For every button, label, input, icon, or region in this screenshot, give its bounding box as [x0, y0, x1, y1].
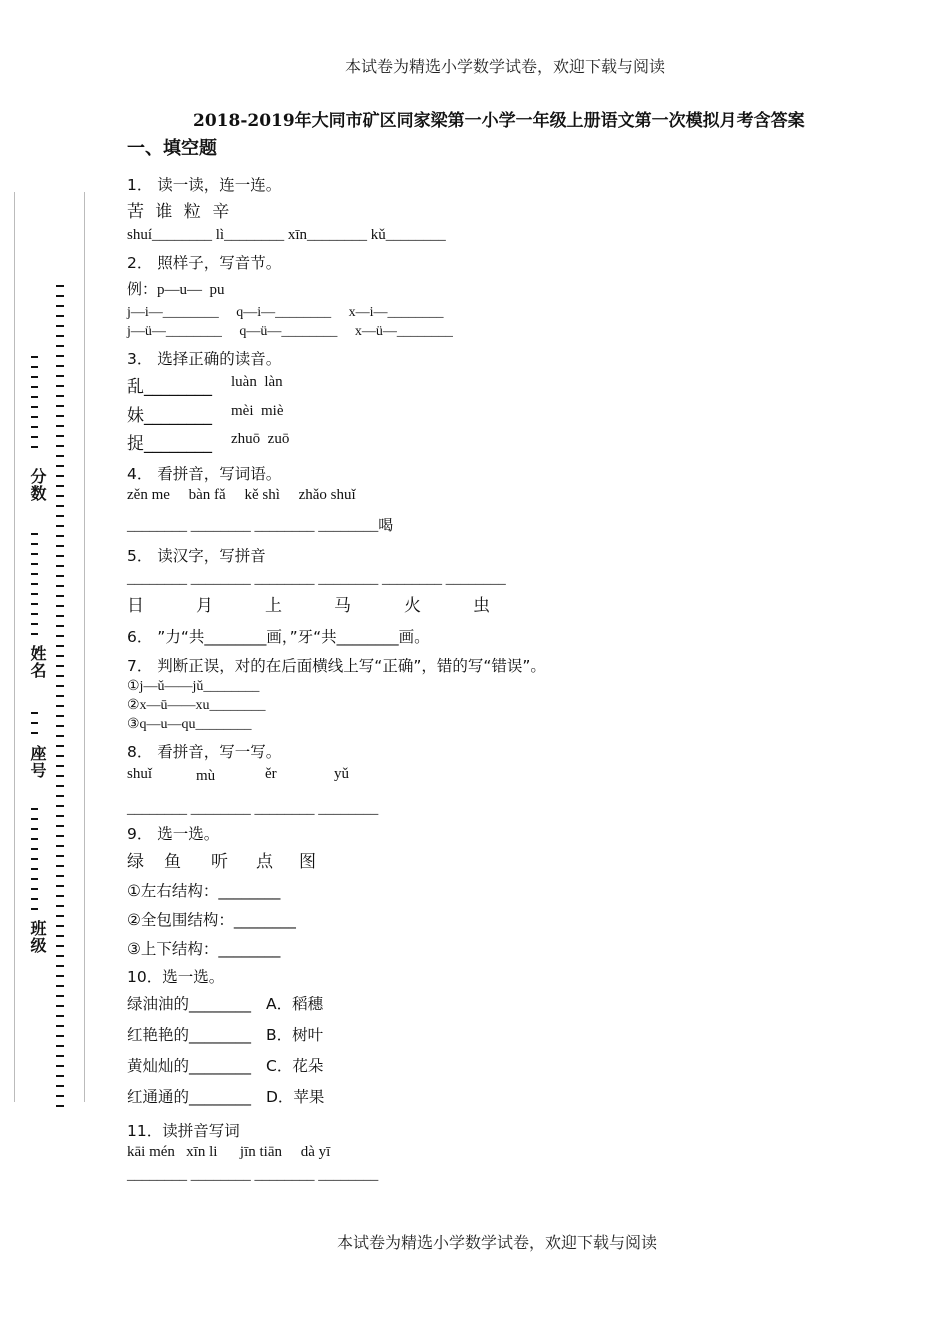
q10-item-right: C．花朵 — [266, 1057, 324, 1075]
q8-blanks: ________ ________ ________ ________ — [127, 801, 379, 817]
page-footer: 本试卷为精选小学数学试卷，欢迎下载与阅读 — [337, 1233, 658, 1252]
binding-dash — [56, 505, 64, 507]
q1-prompt: 1． 读一读，连一连。 — [127, 176, 282, 194]
q1-chars: 苦 谁 粒 辛 — [127, 202, 233, 222]
binding-dash — [56, 695, 64, 697]
binding-dash — [56, 575, 64, 577]
binding-dash — [31, 573, 38, 575]
binding-dash — [56, 765, 64, 767]
binding-dash — [56, 745, 64, 747]
q4-prompt: 4． 看拼音，写词语。 — [127, 465, 282, 483]
binding-dash — [56, 335, 64, 337]
binding-dash — [56, 835, 64, 837]
binding-dash — [56, 475, 64, 477]
binding-dash — [56, 965, 64, 967]
binding-dash — [31, 563, 38, 565]
binding-dash — [31, 848, 38, 850]
q8-prompt: 8． 看拼音，写一写。 — [127, 743, 282, 761]
binding-dash — [56, 1025, 64, 1027]
binding-dash — [56, 985, 64, 987]
binding-dash — [31, 553, 38, 555]
binding-dash — [31, 543, 38, 545]
binding-dash — [31, 396, 38, 398]
side-label-score: 分数 — [28, 468, 47, 502]
q2-row2: j—ü—________ q—ü—________ x—ü—________ — [127, 324, 453, 339]
q1-pinyin: shuí________ lì________ xīn________ kǔ________ — [127, 227, 446, 243]
q3-row-opts: mèi miè — [231, 403, 284, 419]
binding-dash — [56, 565, 64, 567]
q10-item-left: 红通通的________ — [127, 1088, 252, 1106]
binding-dash — [56, 425, 64, 427]
binding-dash — [56, 595, 64, 597]
side-label-name: 姓名 — [28, 645, 47, 679]
binding-dash — [56, 1055, 64, 1057]
q5-blanks: ________ ________ ________ ________ ________ ________ — [127, 571, 506, 587]
binding-dash — [56, 625, 64, 627]
binding-dash — [31, 426, 38, 428]
binding-dash — [56, 805, 64, 807]
binding-dash — [31, 888, 38, 890]
binding-line-right — [84, 192, 85, 1102]
binding-dash — [56, 1015, 64, 1017]
q7-item: ②x—ū——xu________ — [127, 698, 266, 713]
q7-item: ③q—u—qu________ — [127, 717, 252, 732]
q8-pinyin: mù — [196, 768, 216, 784]
binding-dash — [56, 415, 64, 417]
binding-dash — [56, 1105, 64, 1107]
binding-dash — [56, 365, 64, 367]
q11-pinyin: kāi mén xīn li jīn tiān dà yī — [127, 1144, 331, 1160]
binding-dash — [56, 585, 64, 587]
q9-char: 鱼 — [164, 852, 181, 872]
binding-dash — [31, 533, 38, 535]
binding-dash — [56, 895, 64, 897]
binding-dash — [56, 555, 64, 557]
q10-item-right: D．苹果 — [266, 1088, 325, 1106]
binding-dash — [31, 878, 38, 880]
binding-dash — [56, 865, 64, 867]
binding-dash — [56, 1045, 64, 1047]
binding-dash — [56, 345, 64, 347]
binding-dash — [56, 1095, 64, 1097]
binding-dash — [56, 405, 64, 407]
binding-dash — [56, 295, 64, 297]
binding-dash — [31, 722, 38, 724]
q8-pinyin: yǔ — [334, 766, 349, 782]
binding-dash — [56, 1065, 64, 1067]
q9-item: ②全包围结构：________ — [127, 911, 296, 929]
q9-prompt: 9． 选一选。 — [127, 825, 220, 843]
binding-dash — [56, 715, 64, 717]
binding-dash — [56, 285, 64, 287]
binding-dash — [56, 815, 64, 817]
binding-dash — [56, 955, 64, 957]
binding-dash — [56, 995, 64, 997]
binding-dash — [31, 898, 38, 900]
q2-row1: j—i—________ q—i—________ x—i—________ — [127, 305, 444, 320]
q5-char: 上 — [265, 596, 282, 616]
binding-dash — [31, 436, 38, 438]
binding-dash — [56, 495, 64, 497]
binding-dash — [56, 445, 64, 447]
binding-dash — [56, 885, 64, 887]
binding-dash — [31, 808, 38, 810]
binding-dash — [31, 386, 38, 388]
binding-dash — [56, 385, 64, 387]
binding-dash — [56, 755, 64, 757]
binding-dash — [56, 485, 64, 487]
binding-dash — [56, 465, 64, 467]
binding-dash — [56, 535, 64, 537]
q8-pinyin: shuǐ — [127, 766, 153, 782]
binding-dash — [56, 545, 64, 547]
q6-prompt: 6． ”力“共________画，”牙“共________画。 — [127, 628, 430, 646]
binding-dash — [56, 605, 64, 607]
binding-dash — [31, 593, 38, 595]
binding-dash — [56, 305, 64, 307]
binding-dash — [56, 785, 64, 787]
binding-dash — [31, 416, 38, 418]
binding-dash — [31, 838, 38, 840]
binding-dash — [31, 446, 38, 448]
binding-dash — [56, 455, 64, 457]
q4-pinyin: zěn me bàn fǎ kě shì zhǎo shuǐ — [127, 487, 356, 503]
binding-dash — [56, 395, 64, 397]
q4-blanks: ________ ________ ________ ________喝 — [127, 518, 394, 534]
q10-prompt: 10．选一选。 — [127, 968, 225, 986]
q10-item-left: 黄灿灿的________ — [127, 1057, 252, 1075]
binding-dash — [56, 875, 64, 877]
q8-pinyin: ěr — [265, 766, 277, 782]
binding-dash — [56, 725, 64, 727]
binding-dash — [56, 935, 64, 937]
binding-dash — [56, 915, 64, 917]
binding-dash — [56, 635, 64, 637]
binding-dash — [56, 665, 64, 667]
q10-item-right: B．树叶 — [266, 1026, 324, 1044]
q10-item-left: 红艳艳的________ — [127, 1026, 252, 1044]
binding-dash — [31, 603, 38, 605]
binding-dash — [56, 1075, 64, 1077]
section-heading: 一、填空题 — [127, 138, 217, 159]
q5-prompt: 5． 读汉字，写拼音 — [127, 547, 266, 565]
binding-dash — [56, 705, 64, 707]
binding-dash — [56, 975, 64, 977]
q10-item-right: A．稻穗 — [266, 995, 324, 1013]
binding-dash — [56, 795, 64, 797]
binding-dash — [31, 828, 38, 830]
binding-dash — [56, 685, 64, 687]
q11-blanks: ________ ________ ________ ________ — [127, 1167, 379, 1183]
q11-prompt: 11．读拼音写词 — [127, 1122, 240, 1140]
q9-char: 听 — [211, 852, 228, 872]
binding-dash — [56, 925, 64, 927]
q5-char: 日 — [127, 596, 144, 616]
binding-dash — [56, 1035, 64, 1037]
binding-dash — [31, 868, 38, 870]
q5-char: 虫 — [473, 596, 490, 616]
q9-char: 图 — [299, 852, 316, 872]
binding-dash — [56, 845, 64, 847]
binding-dash — [31, 908, 38, 910]
binding-dash — [56, 655, 64, 657]
binding-dash — [56, 905, 64, 907]
binding-dash — [31, 858, 38, 860]
q10-item-left: 绿油油的________ — [127, 995, 252, 1013]
binding-dash — [56, 325, 64, 327]
q9-item: ③上下结构：________ — [127, 940, 281, 958]
binding-dash — [56, 435, 64, 437]
q9-char: 绿 — [127, 852, 144, 872]
binding-dash — [56, 375, 64, 377]
q2-example: 例：p—u— pu — [127, 282, 225, 298]
binding-dash — [31, 623, 38, 625]
page-title: 2018-2019年大同市矿区同家梁第一小学一年级上册语文第一次模拟月考含答案 — [193, 111, 805, 131]
q3-row-opts: luàn làn — [231, 374, 283, 390]
binding-dash — [56, 675, 64, 677]
binding-dash — [31, 712, 38, 714]
q7-prompt: 7． 判断正误，对的在后面横线上写“正确”，错的写“错误”。 — [127, 657, 546, 675]
side-label-class: 班级 — [28, 920, 47, 954]
binding-dash — [31, 732, 38, 734]
binding-dash — [31, 376, 38, 378]
binding-dash — [31, 366, 38, 368]
binding-dash — [56, 855, 64, 857]
q5-char: 月 — [196, 596, 213, 616]
q7-item: ①j—ǔ——jǔ________ — [127, 679, 260, 694]
binding-dash — [56, 1085, 64, 1087]
binding-dash — [56, 645, 64, 647]
q9-char: 点 — [256, 852, 273, 872]
binding-dash — [56, 1005, 64, 1007]
side-label-seat: 座号 — [28, 745, 47, 779]
q9-item: ①左右结构：________ — [127, 882, 281, 900]
binding-dash — [56, 775, 64, 777]
binding-line-left — [14, 192, 15, 1102]
page-header: 本试卷为精选小学数学试卷，欢迎下载与阅读 — [345, 57, 666, 76]
binding-dash — [56, 615, 64, 617]
q2-prompt: 2． 照样子，写音节。 — [127, 254, 282, 272]
binding-dash — [56, 355, 64, 357]
binding-dash — [31, 356, 38, 358]
q3-row-opts: zhuō zuō — [231, 431, 290, 447]
binding-dash — [56, 515, 64, 517]
binding-dash — [56, 825, 64, 827]
binding-dash — [31, 406, 38, 408]
q3-row-char: 捉________ — [127, 434, 212, 454]
binding-dash — [31, 583, 38, 585]
q3-prompt: 3． 选择正确的读音。 — [127, 350, 282, 368]
binding-dash — [31, 633, 38, 635]
q3-row-char: 乱________ — [127, 377, 212, 397]
binding-dash — [56, 525, 64, 527]
binding-dash — [56, 735, 64, 737]
binding-dash — [56, 315, 64, 317]
binding-dash — [56, 945, 64, 947]
q3-row-char: 妹________ — [127, 406, 212, 426]
binding-dash — [31, 818, 38, 820]
q5-char: 马 — [334, 596, 351, 616]
q5-char: 火 — [404, 596, 421, 616]
binding-dash — [31, 613, 38, 615]
